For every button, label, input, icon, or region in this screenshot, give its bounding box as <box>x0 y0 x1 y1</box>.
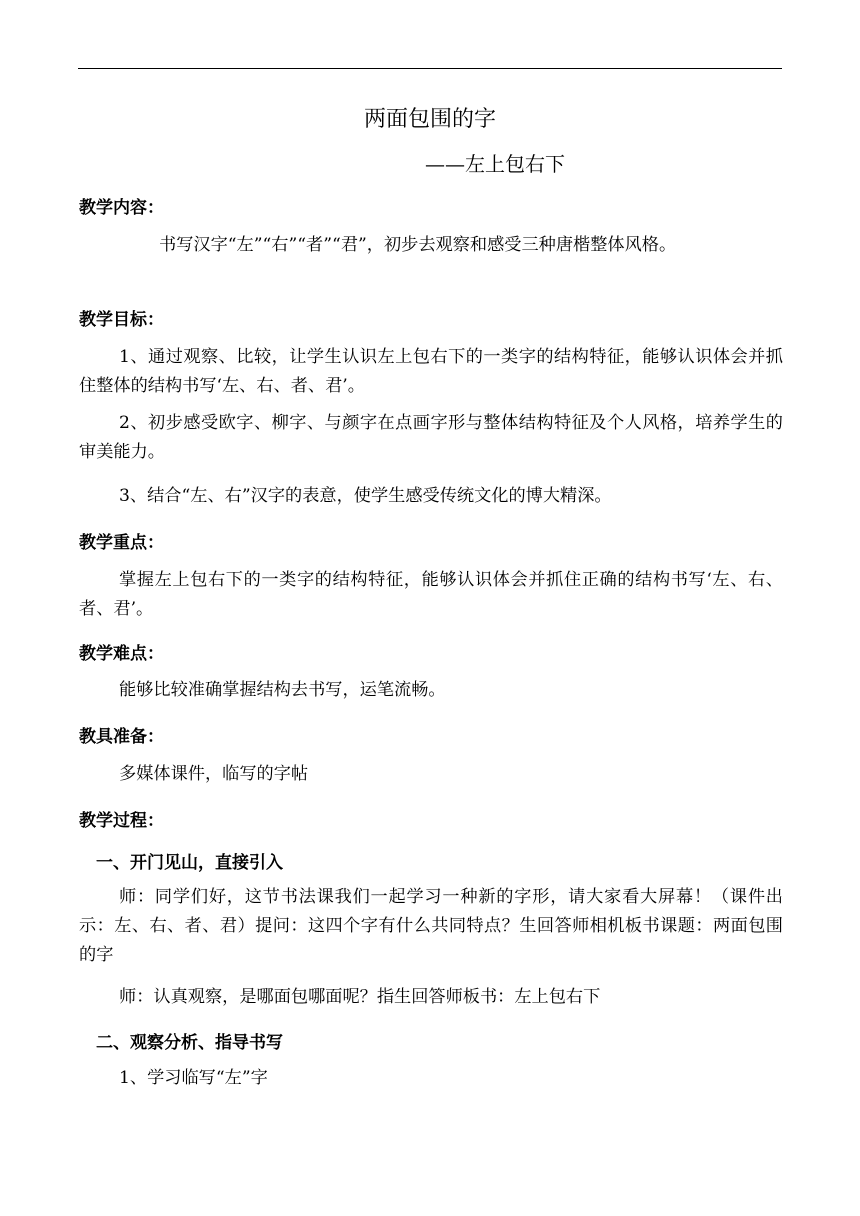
document-title: 两面包围的字 <box>363 107 496 132</box>
heading-goals: 教学目标： <box>79 310 164 330</box>
process-step1-paragraph1: 师：同学们好，这节书法课我们一起学习一种新的字形，请大家看大屏幕！（课件出示：左、右、者、君）提问：这四个字有什么共同特点？生回答师相机板书课题：两面包围的字 <box>79 887 783 965</box>
heading-materials: 教具准备： <box>79 727 164 747</box>
materials-paragraph: 多媒体课件，临写的字帖 <box>119 764 309 784</box>
heading-key-points: 教学重点： <box>79 533 164 553</box>
content-paragraph: 书写汉字“左”“右”“者”“君”，初步去观察和感受三种唐楷整体风格。 <box>159 235 677 255</box>
heading-content: 教学内容： <box>79 198 164 218</box>
process-step2-heading: 二、观察分析、指导书写 <box>96 1033 283 1053</box>
goal-item-2: 2、初步感受欧字、柳字、与颜字在点画字形与整体结构特征及个人风格，培养学生的审美能力。 <box>79 413 783 462</box>
process-step1-heading: 一、开门见山，直接引入 <box>96 853 283 873</box>
goal-item-3: 3、结合“左、右”汉字的表意，使学生感受传统文化的博大精深。 <box>119 486 612 506</box>
header-rule <box>78 68 782 69</box>
process-step1-paragraph2: 师：认真观察，是哪面包哪面呢？指生回答师板书：左上包右下 <box>119 987 601 1007</box>
goal-item-1: 1、通过观察、比较，让学生认识左上包右下的一类字的结构特征，能够认识体会并抓住整体的结构书写‘左、右、者、君’。 <box>79 347 783 396</box>
process-step2-item1: 1、学习临写“左”字 <box>119 1068 268 1088</box>
key-points-paragraph: 掌握左上包右下的一类字的结构特征，能够认识体会并抓住正确的结构书写‘左、右、者、君’。 <box>79 570 783 619</box>
document-subtitle: ——左上包右下 <box>425 152 565 176</box>
heading-process: 教学过程： <box>79 811 164 831</box>
heading-difficulties: 教学难点： <box>79 644 164 664</box>
difficulties-paragraph: 能够比较准确掌握结构去书写，运笔流畅。 <box>119 680 446 700</box>
